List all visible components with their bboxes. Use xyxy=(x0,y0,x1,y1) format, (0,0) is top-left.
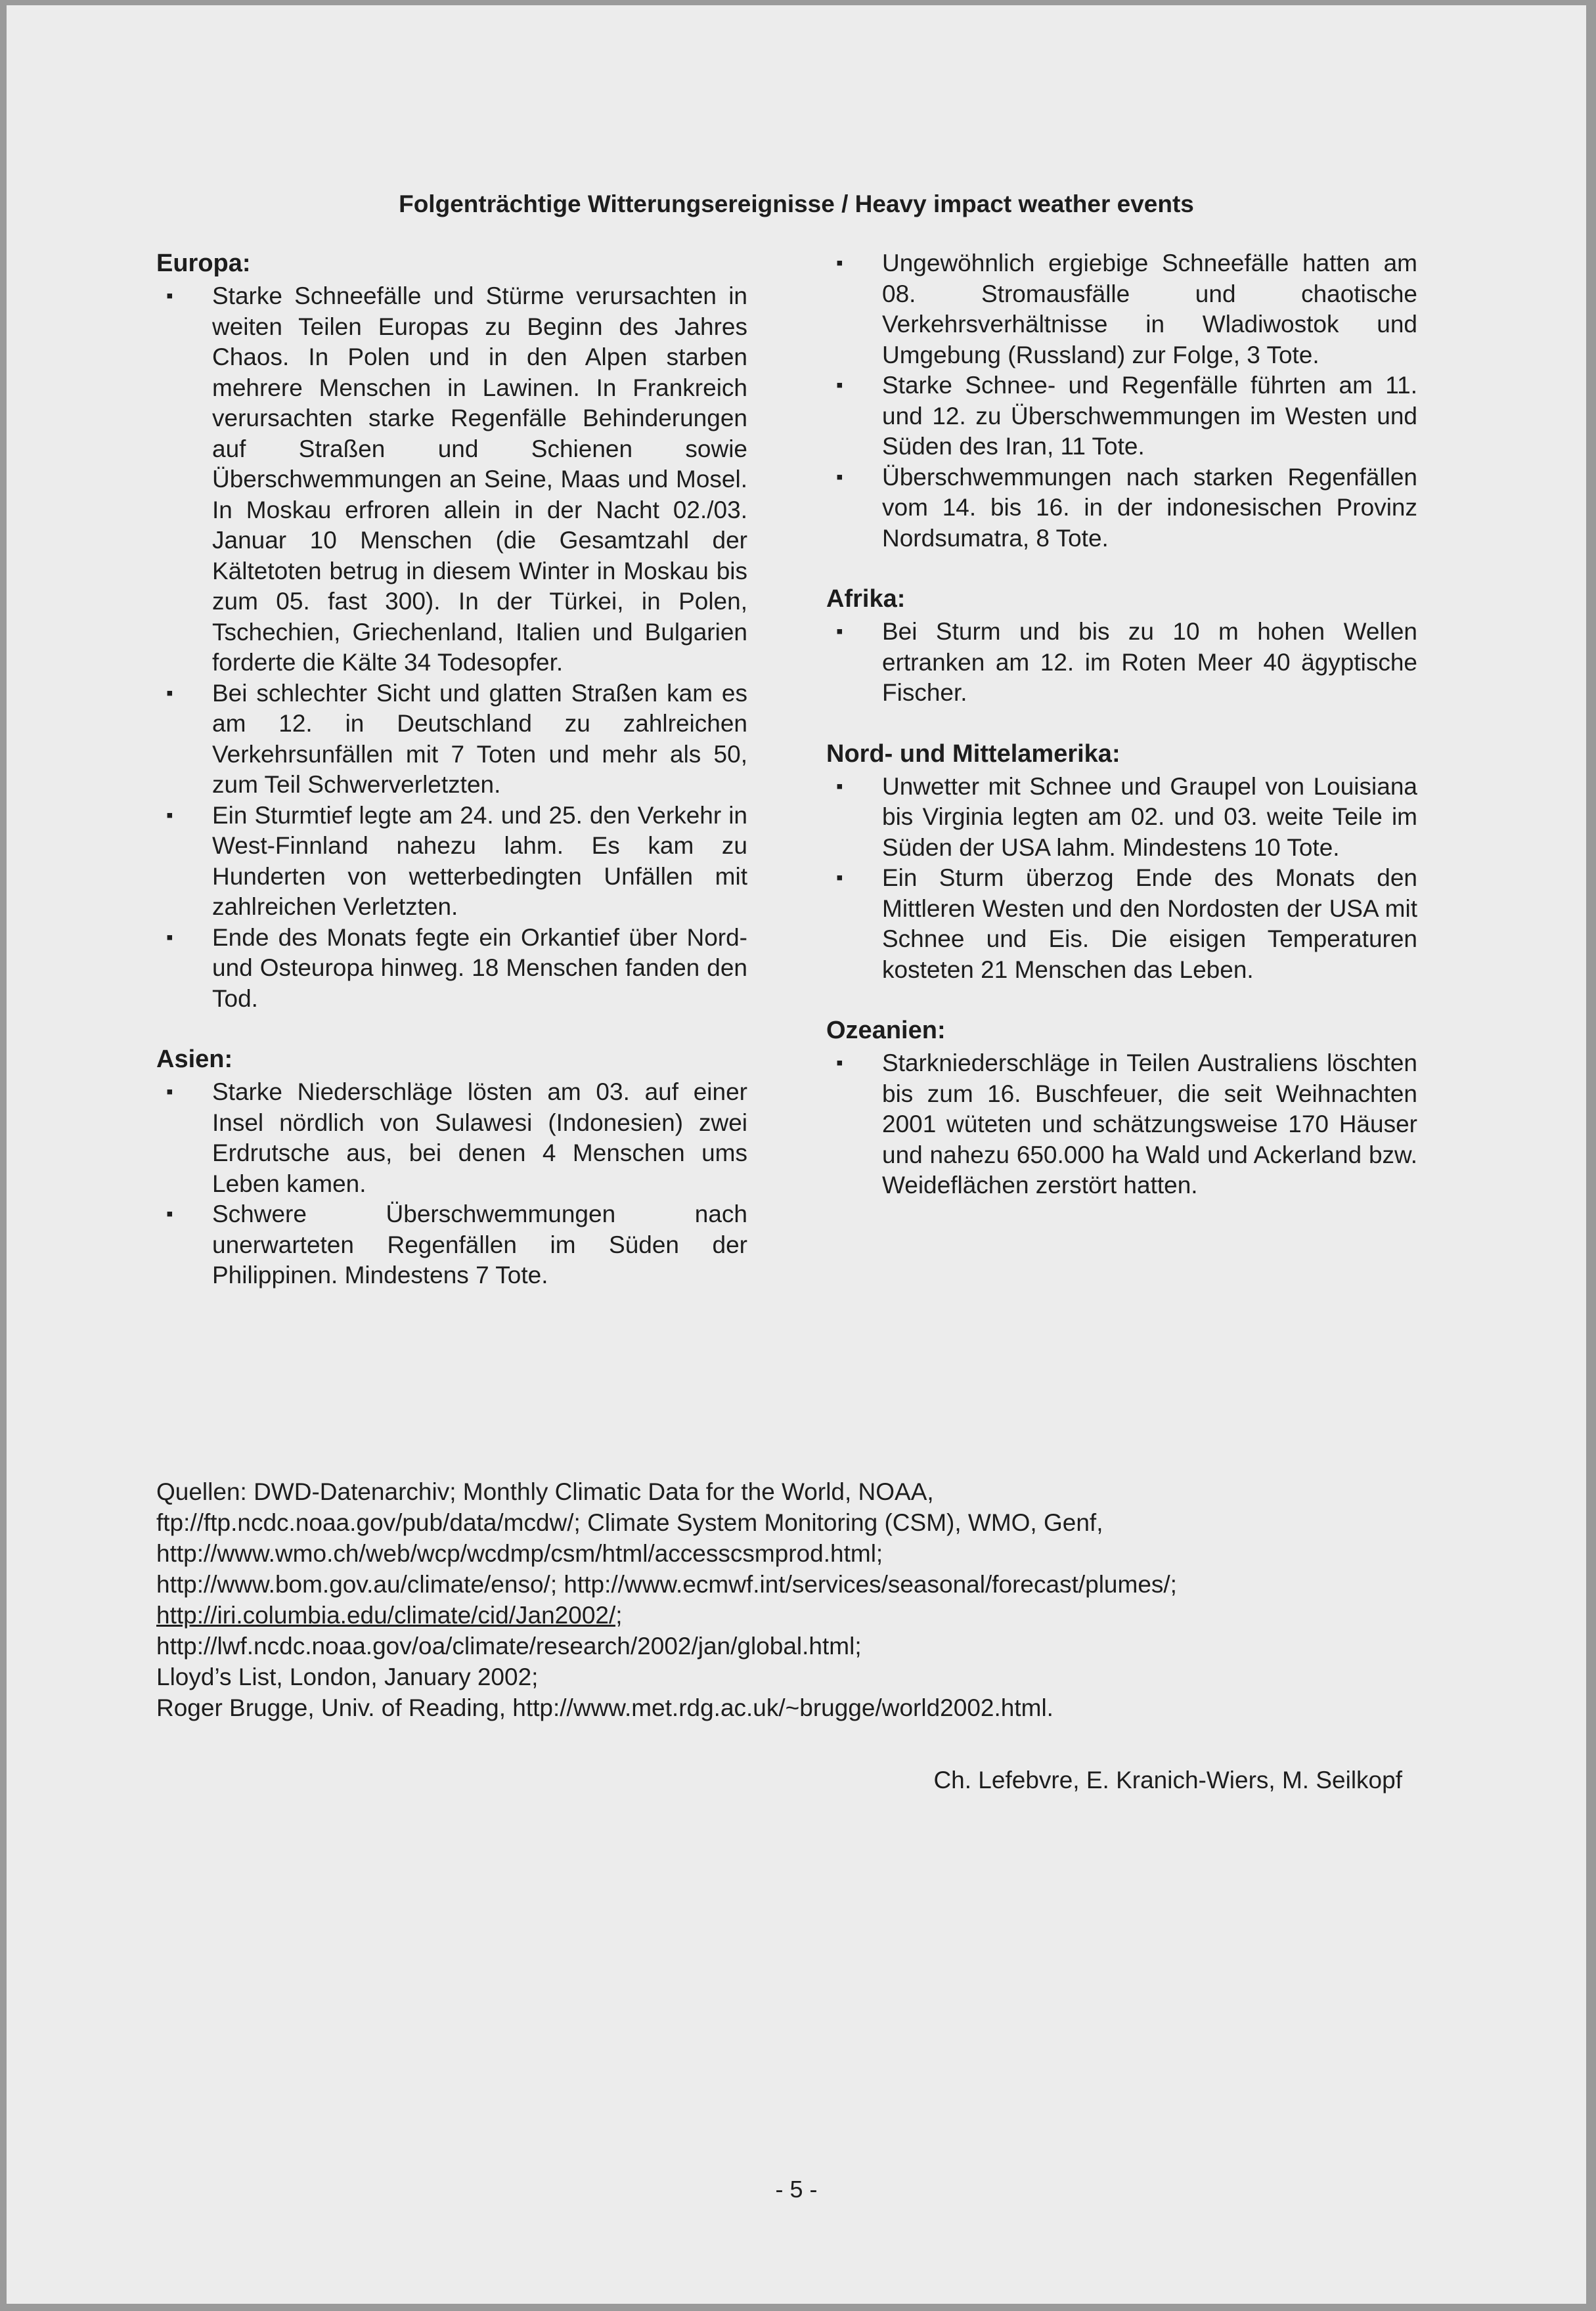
event-item xyxy=(156,801,747,923)
bullet-icon: ▪ xyxy=(836,374,843,396)
event-item xyxy=(156,678,747,801)
event-item xyxy=(156,1199,747,1291)
left-column xyxy=(156,248,747,1321)
event-item xyxy=(156,281,747,678)
event-item xyxy=(156,923,747,1015)
event-item xyxy=(156,1077,747,1199)
bullet-icon: ▪ xyxy=(836,252,843,274)
bullet-icon: ▪ xyxy=(166,1203,173,1225)
event-text: Ungewöhnlich ergiebige Schneefälle hatten am 08. Stromausfälle und chaotische Verkehrsverhältnisse in Wladiwostok und Umgebung (Russland) zur Folge, 3 Tote. xyxy=(882,250,1417,368)
bullet-icon: ▪ xyxy=(166,1081,173,1103)
section-asien xyxy=(156,1044,747,1291)
event-text: Starke Schneefälle und Stürme verursachten in weiten Teilen Europas zu Beginn des Jahres Chaos. In Polen und in den Alpen starben mehrere Menschen in Lawinen. In Frankreich verursachten starke Regenfälle Behinderungen auf Straßen und Schienen sowie Überschwemmungen an Seine, Maas und Mosel. In Moskau erfroren allein in der Nacht 02./03. Januar 10 Menschen (die Gesamtzahl der Kältetoten betrug in diesem Winter in Moskau bis zum 05. fast 300). In der Türkei, in Polen, Tschechien, Griechenland, Italien und Bulgarien forderte die Kälte 34 Todesopfer. xyxy=(212,282,747,676)
event-text: Ende des Monats fegte ein Orkantief über Nord- und Osteuropa hinweg. 18 Menschen fanden den Tod. xyxy=(212,923,747,1012)
document-page xyxy=(7,5,1586,2304)
event-item xyxy=(826,462,1417,554)
bullet-icon: ▪ xyxy=(836,1052,843,1074)
source-line: http://lwf.ncdc.noaa.gov/oa/climate/research/2002/jan/global.html; xyxy=(156,1633,862,1660)
source-line: http://iri.columbia.edu/climate/cid/Jan2002/; xyxy=(156,1602,623,1629)
event-text: Schwere Überschwemmungen nach unerwarteten Regenfällen im Süden der Philippinen. Mindestens 7 Tote. xyxy=(212,1200,747,1288)
event-list xyxy=(826,1048,1417,1201)
section-heading: Ozeanien: xyxy=(826,1017,946,1044)
event-list xyxy=(826,617,1417,709)
event-text: Überschwemmungen nach starken Regenfällen vom 14. bis 16. in der indonesischen Provinz Nordsumatra, 8 Tote. xyxy=(882,463,1417,552)
event-text: Starke Schnee- und Regenfälle führten am 11. und 12. zu Überschwemmungen im Westen und Süden des Iran, 11 Tote. xyxy=(882,372,1417,460)
source-line: http://www.bom.gov.au/climate/enso/; http://www.ecmwf.int/services/seasonal/forecast/plumes/; xyxy=(156,1571,1177,1598)
bullet-icon: ▪ xyxy=(166,682,173,704)
event-text: Starke Niederschläge lösten am 03. auf einer Insel nördlich von Sulawesi (Indonesien) zwei Erdrutsche aus, bei denen 4 Menschen ums Leben kamen. xyxy=(212,1078,747,1197)
event-item xyxy=(826,1048,1417,1201)
section-afrika xyxy=(826,584,1417,709)
bullet-icon: ▪ xyxy=(836,867,843,889)
section-heading: Asien: xyxy=(156,1045,233,1073)
authors: Ch. Lefebvre, E. Kranich-Wiers, M. Seilkopf xyxy=(933,1767,1402,1794)
bullet-icon: ▪ xyxy=(166,285,173,307)
page-number: - 5 - xyxy=(775,2176,818,2203)
sources-block xyxy=(156,1476,1470,1723)
event-list xyxy=(826,248,1417,554)
bullet-icon: ▪ xyxy=(166,804,173,826)
event-item xyxy=(826,370,1417,462)
event-text: Ein Sturm überzog Ende des Monats den Mittleren Westen und den Nordosten der USA mit Schnee und Eis. Die eisigen Temperaturen kosteten 21 Menschen das Leben. xyxy=(882,864,1417,983)
source-line: ftp://ftp.ncdc.noaa.gov/pub/data/mcdw/; Climate System Monitoring (CSM), WMO, Genf, xyxy=(156,1509,1103,1536)
event-text: Unwetter mit Schnee und Graupel von Louisiana bis Virginia legten am 02. und 03. weite Teile im Süden der USA lahm. Mindestens 10 Tote. xyxy=(882,772,1417,861)
event-item xyxy=(826,863,1417,985)
event-list xyxy=(156,281,747,1014)
event-item xyxy=(826,248,1417,370)
event-item xyxy=(826,772,1417,864)
source-line: Lloyd’s List, London, January 2002; xyxy=(156,1663,539,1690)
event-list xyxy=(826,772,1417,986)
event-text: Bei Sturm und bis zu 10 m hohen Wellen ertranken am 12. im Roten Meer 40 ägyptische Fischer. xyxy=(882,618,1417,706)
source-line: Quellen: DWD-Datenarchiv; Monthly Climatic Data for the World, NOAA, xyxy=(156,1478,934,1505)
section-ozeanien xyxy=(826,1015,1417,1201)
source-line: Roger Brugge, Univ. of Reading, http://www.met.rdg.ac.uk/~brugge/world2002.html. xyxy=(156,1694,1053,1721)
bullet-icon: ▪ xyxy=(836,466,843,488)
section-europa xyxy=(156,248,747,1014)
event-text: Starkniederschläge in Teilen Australiens löschten bis zum 16. Buschfeuer, die seit Weihnachten 2001 wüteten und schätzungsweise 170 Häuser und nahezu 650.000 ha Wald und Ackerland bzw. Weideflächen zerstört hatten. xyxy=(882,1049,1417,1199)
source-line: http://www.wmo.ch/web/wcp/wcdmp/csm/html/accesscsmprod.html; xyxy=(156,1540,883,1567)
event-text: Ein Sturmtief legte am 24. und 25. den Verkehr in West-Finnland nahezu lahm. Es kam zu Hunderten von wetterbedingten Unfällen mit zahlreichen Verletzten. xyxy=(212,801,747,920)
section-heading: Europa: xyxy=(156,250,251,277)
bullet-icon: ▪ xyxy=(836,621,843,642)
section-heading: Afrika: xyxy=(826,585,906,613)
section-nord-und-mittelamerika xyxy=(826,739,1417,986)
event-item xyxy=(826,617,1417,709)
bullet-icon: ▪ xyxy=(166,926,173,948)
bullet-icon: ▪ xyxy=(836,775,843,797)
right-column xyxy=(826,248,1417,1231)
section-continued xyxy=(826,248,1417,554)
event-list xyxy=(156,1077,747,1291)
event-text: Bei schlechter Sicht und glatten Straßen kam es am 12. in Deutschland zu zahlreichen Verkehrsunfällen mit 7 Toten und mehr als 50, zum Teil Schwerverletzten. xyxy=(212,679,747,798)
section-heading: Nord- und Mittelamerika: xyxy=(826,739,1120,768)
page-title: Folgenträchtige Witterungsereignisse / Heavy impact weather events xyxy=(399,190,1194,217)
